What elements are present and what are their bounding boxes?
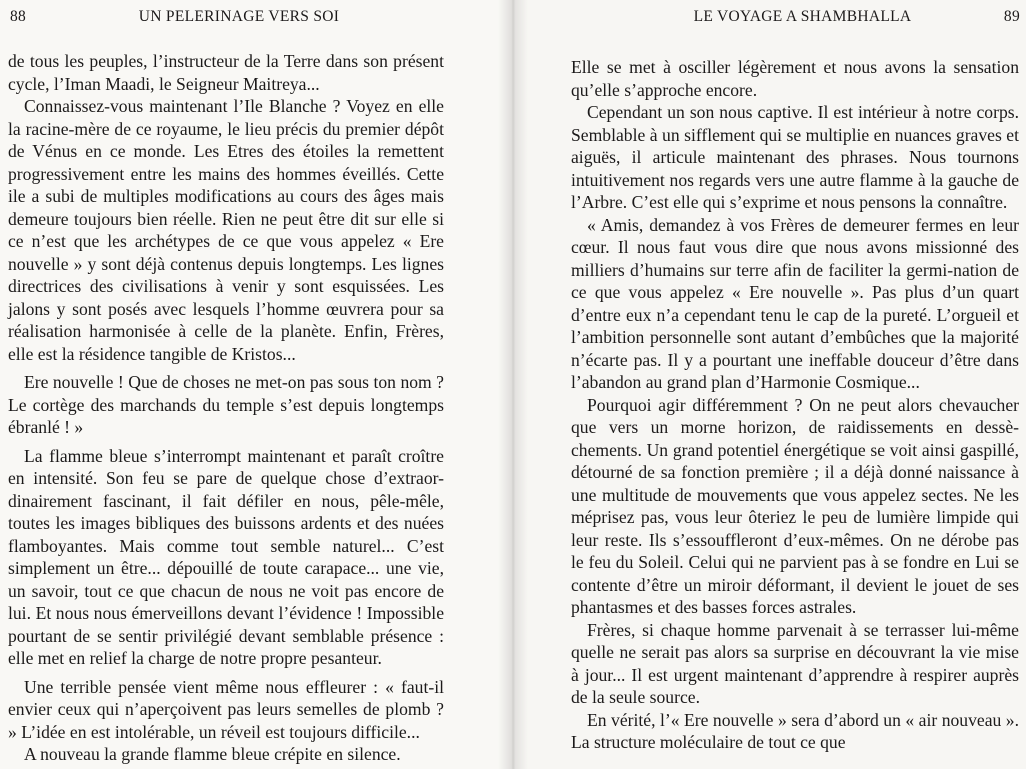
paragraph: Frères, si chaque homme parvenait à se terrasser lui-même quelle ne serait pas alors sa surprise en découvrant la vie mise à jour... Il est urgent maintenant d’apprendre à respirer auprès de la seule source. <box>571 619 1019 707</box>
paragraph: de tous les peuples, l’instructeur de la Terre dans son présent cycle, l’Iman Maadi, le Seigneur Maitreya... <box>8 51 444 94</box>
paragraph: Pourquoi agir différemment ? On ne peut alors chevaucher que vers un morne horizon, de raidissements en dessè-chements. Un grand potentiel énergétique se voit ainsi gaspillé, détourné de sa fonction première ; il a déjà donné naissance à une multitude de mouvements que vous appelez sectes. Ne les méprisez pas, vous leur ôteriez le peu de lumière limpide qui leur reste. Ils s’essouffleront d’eux-mêmes. On ne dérobe pas le feu du Soleil. Celui qui ne parvient pas à se fondre en Lui se contente d’être un miroir déformant, il devient le jouet de ses phantasmes et des basses forces astrales. <box>571 394 1019 617</box>
paragraph: A nouveau la grande flamme bleue crépite en silence. <box>24 744 401 764</box>
right-running-head <box>585 8 1020 30</box>
paragraph: Cependant un son nous captive. Il est intérieur à notre corps. Semblable à un sifflement qui se multiplie en nuances graves et aiguës, il articule maintenant des phrases. Nous tournons intuitivement nos regards vers une autre flamme à la gauche de l’Arbre. C’est elle qui s’exprime et nous pensons la connaître. <box>571 102 1019 212</box>
paragraph: En vérité, l’« Ere nouvelle » sera d’abord un « air nouveau ». La structure moléculaire de tout ce que <box>571 709 1019 752</box>
left-body-text <box>8 50 444 766</box>
paragraph: Une terrible pensée vient même nous effleurer : « faut-il envier ceux qui n’aperçoivent pas leurs semelles de plomb ? » L’idée en est intolérable, un réveil est toujours difficile... <box>8 676 444 742</box>
page-number: 88 <box>10 8 27 25</box>
running-title: UN PELERINAGE VERS SOI <box>138 8 340 25</box>
paragraph: Elle se met à osciller légèrement et nous avons la sensation qu’elle s’approche encore. <box>571 57 1019 100</box>
left-running-head <box>10 8 468 30</box>
paragraph: Connaissez-vous maintenant l’Ile Blanche ? Voyez en elle la racine-mère de ce royaume, le lieu précis du premier dépôt de Vénus en ce monde. Les Etres des étoiles la remettent progressivement entre les mains des hommes éveillés. Cette ile a subi de multiples modifications au cours des âges mais demeure toujours bien réelle. Rien ne peut être dit sur elle si ce n’est que les archétypes de ce que vous appelez « Ere nouvelle » y sont déjà contenus depuis longtemps. Les lignes directrices des civilisations à venir y sont esquissées. Les jalons y sont posés avec lesquels l’homme œuvrera pour sa réalisation harmonisée à celle de la planète. Enfin, Frères, elle est la résidence tangible de Kristos... <box>8 96 444 364</box>
paragraph: « Amis, demandez à vos Frères de demeurer fermes en leur cœur. Il nous faut vous dire que nous avons missionné des milliers d’humains sur terre afin de faciliter la germi-nation de ce que vous appelez « Ere nouvelle ». Pas plus d’un quart d’entre eux n’a cependant tenu le cap de la pureté. L’orgueil et l’ambition personnelle sont autant d’embûches que la majorité n’écarte pas. Il y a pourtant une ineffable douceur d’être dans l’abandon au grand plan d’Harmonie Cosmique... <box>571 214 1019 392</box>
running-title: LE VOYAGE A SHAMBHALLA <box>693 8 912 25</box>
right-page <box>513 0 1026 769</box>
paragraph: Ere nouvelle ! Que de choses ne met-on pas sous ton nom ? Le cortège des marchands du temple s’est depuis longtemps ébranlé ! » <box>8 372 444 437</box>
page-number: 89 <box>1003 8 1020 25</box>
paragraph: La flamme bleue s’interrompt maintenant et paraît croître en intensité. Son feu se pare de quelque chose d’extraor-dinairement fascinant, il fait défiler en nous, pêle-mêle, toutes les images bibliques des buissons ardents et des nuées flamboyantes. Mais comme tout semble naturel... C’est simplement un être... dépouillé de toute carapace... une vie, un savoir, tout ce que chacun de nous ne voit pas encore de lui. Et nous nous émerveillons devant l’évidence ! Impossible pourtant de se sentir privilégié devant semblable présence : elle met en relief la charge de notre propre pesanteur. <box>8 445 444 668</box>
right-body-text <box>571 56 1019 754</box>
